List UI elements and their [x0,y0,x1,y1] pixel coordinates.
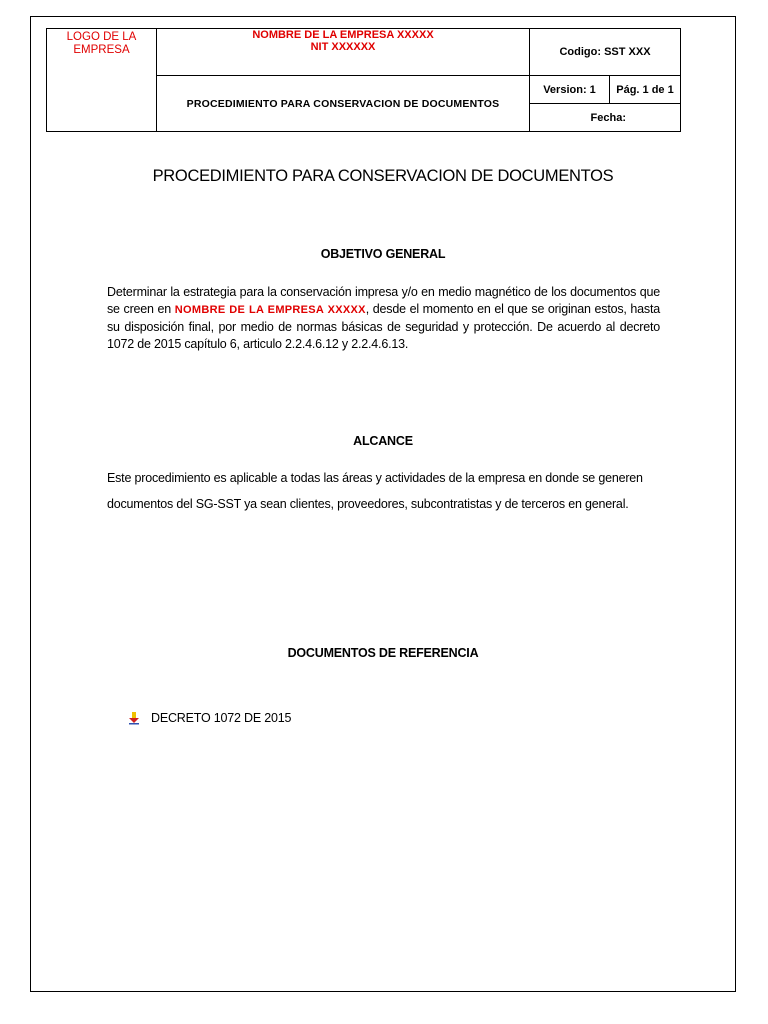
logo-line-2: EMPRESA [73,44,130,56]
objective-paragraph [107,284,660,353]
document-title: PROCEDIMIENTO PARA CONSERVACION DE DOCUMENTOS [152,167,614,185]
document-code: Codigo: SST XXX [530,29,681,76]
page-number-cell: Pág. 1 de 1 [610,76,681,104]
company-name-highlight: NOMBRE DE LA EMPRESA XXXXX [174,304,366,316]
objective-text-start: Determinar la estrategia para la conservación impresa y/o en medio magnético de los documentos que se creen en [107,285,660,316]
company-cell [157,29,530,76]
company-name: NOMBRE DE LA EMPRESA XXXXX [252,29,434,41]
references-heading: DOCUMENTOS DE REFERENCIA [287,646,479,660]
scope-heading: ALCANCE [353,434,413,448]
arrow-bullet-icon [128,711,140,725]
logo-line-1: LOGO DE LA [66,31,137,43]
date-cell: Fecha: [530,104,681,132]
company-nit: NIT XXXXXX [310,41,376,53]
procedure-name: PROCEDIMIENTO PARA CONSERVACION DE DOCUMENTOS [157,76,530,132]
version-cell: Version: 1 [530,76,610,104]
scope-line-2: documentos del SG-SST ya sean clientes, proveedores, subcontratistas y de terceros en general. [107,497,629,511]
scope-line-1: Este procedimiento es aplicable a todas las áreas y actividades de la empresa en donde se generen [107,471,643,485]
objective-heading: OBJETIVO GENERAL [320,247,446,261]
logo-placeholder [47,29,157,132]
document-header-table [46,28,681,132]
objective-text-end: , desde el momento en el que se originan estos, hasta su disposición final, por medio de normas básicas de seguridad y protección. De acuerdo al decreto 1072 de 2015 capítulo 6, articulo 2.2.4.6.12 y 2.2.4.6.13. [107,302,661,351]
reference-item: DECRETO 1072 DE 2015 [151,711,292,725]
